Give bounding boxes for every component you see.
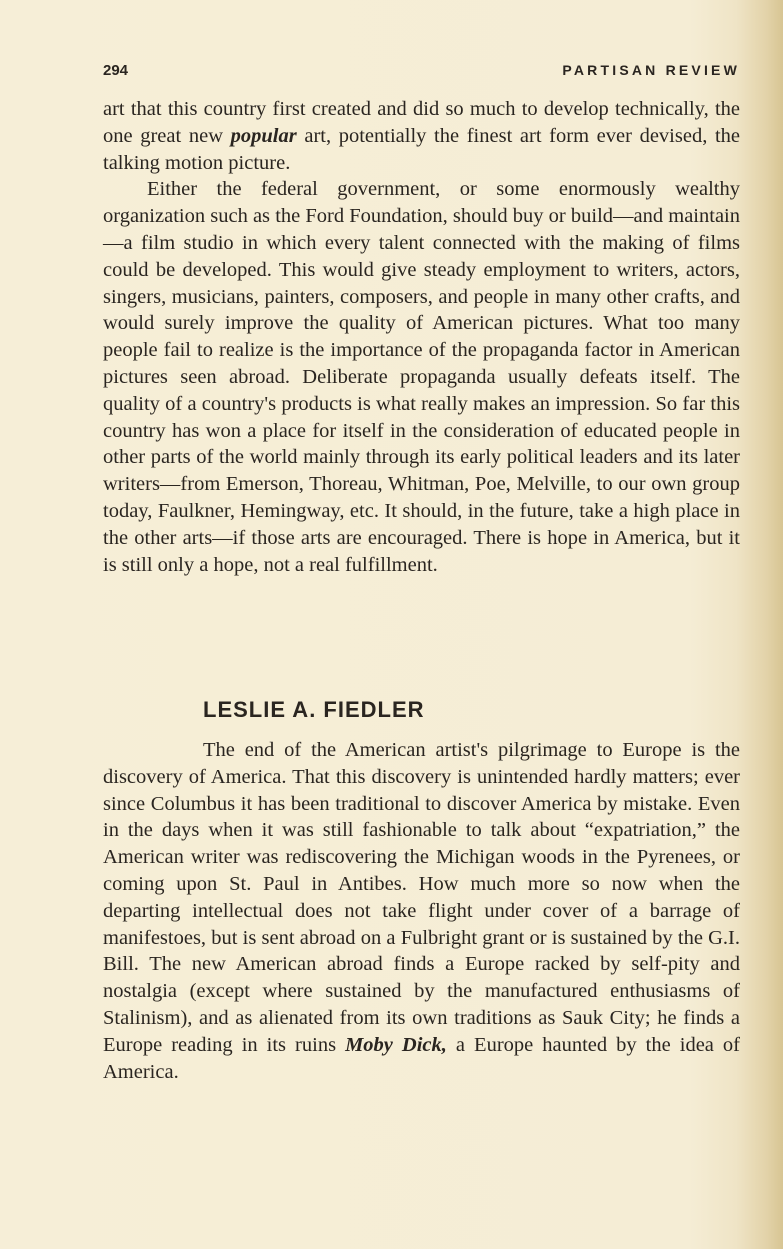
paragraph-film-studio: Either the federal government, or some enormously wealthy organization such as the Ford Foundation, should buy or build—and maintain—a film studio in which every talent connected with the making of films could be developed. This would give steady employment to writers, actors, singers, musicians, painters, composers, and people in many other crafts, and would surely improve the quality of American pictures. What too many people fail to realize is the importance of the propaganda factor in American pictures seen abroad. Deliberate propaganda usually defeats itself. The quality of a country's products is what really makes an impression. So far this country has won a place for itself in the consideration of educated people in other parts of the world mainly through its early political leaders and its later writers—from Emerson, Thoreau, Whitman, Poe, Melville, to our own group today, Faulkner, Hemingway, etc. It should, in the future, take a high place in the other arts—if those arts are encouraged. There is hope in America, but it is still only a hope, not a real fulfillment. <box>103 178 740 576</box>
paragraph-fiedler <box>103 737 740 1085</box>
paragraph-continued <box>103 96 740 176</box>
author-heading: LESLIE A. FIEDLER <box>203 697 425 722</box>
text-run: The end of the American artist's pilgrimage to Europe is the discovery of America. That this discovery is unintended hardly matters; ever since Columbus it has been traditional to discover America by mistake. Even in the days when it was still fashionable to talk about “expatriation,” the American writer was rediscovering the Michigan woods in the Pyrenees, or coming upon St. Paul in Antibes. How much more so now when the departing intellectual does not take flight under cover of a barrage of manifestoes, but is sent abroad on a Fulbright grant or is sustained by the G.I. Bill. The new American abroad finds a Europe racked by self-pity and nostalgia (except where sustained by the manufactured enthusiasms of Stalinism), and as alienated from its own traditions as Sauk City; he finds a Europe reading in its ruins <box>103 739 740 1056</box>
text-run: art, potentially the finest art form ever devised, the talking motion picture. <box>103 124 740 174</box>
page-number: 294 <box>103 62 129 79</box>
text-run: a Europe haunted by the idea of America. <box>103 1033 740 1083</box>
journal-title: PARTISAN REVIEW <box>562 62 740 78</box>
emphasis-popular: popular <box>230 124 297 147</box>
section-1-text <box>103 96 740 578</box>
emphasis-moby-dick: Moby Dick, <box>345 1033 447 1056</box>
section-2-text <box>103 737 740 1085</box>
running-head <box>103 58 740 86</box>
text-run: art that this country first created and did so much to develop technically, the one great new <box>103 98 740 147</box>
